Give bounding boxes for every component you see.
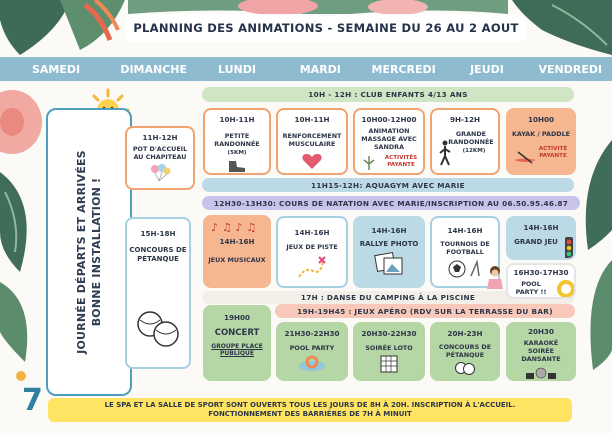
musical-games-card [203,215,271,288]
aquagym-bar: 11H15-12H: AQUAGYM AVEC MARIE [202,178,574,192]
card-time: 10H00-12H00 [361,115,417,124]
pool-party-friday-card [506,263,576,299]
card-label: RENFORCEMENT MUSCULAIRE [282,132,342,148]
day-label: SAMEDI [31,62,81,76]
card-time: 14H-16H [294,228,330,237]
card-label: JEUX DE PISTE [286,243,338,251]
speakers-disco-ball-icon [524,365,558,381]
card-time: 14H-16H [447,226,483,235]
card-time: 10H00 [527,115,555,124]
day-label: DIMANCHE [120,62,187,76]
card-label: CONCOURS DE PÉTANQUE [129,246,187,263]
pool-party-tuesday-card [276,322,348,381]
music-notes-icon [209,219,269,235]
card-time: 10H-11H [294,115,330,124]
arrival-departure-text [74,117,104,387]
concert-card [203,305,271,381]
card-time: 20H30 [527,327,555,336]
swimming-lessons-bar: 12H30-13H30: COURS DE NATATION AVEC MARIE/INSCRIPTION AU 06.50.95.46.87 [202,196,580,210]
card-time: 14H-16H [371,226,407,235]
day-label: MERCREDI [371,62,436,76]
camping-dance-bar: 17H : DANSE DU CAMPING À LA PISCINE [202,291,574,304]
leaf-decoration-top-left [0,0,130,60]
petanque-contest-saturday-card [125,217,191,369]
heart-dumbbell-icon [301,152,323,170]
big-game-card [506,216,576,260]
card-time: 10H-11H [219,115,255,124]
footer-line2: FONCTIONNEMENT DES BARRIÈRES DE 7H À MINUIT [208,410,412,418]
balloons-icon [148,163,172,181]
svg-text:♪ ♫ ♪ ♫: ♪ ♫ ♪ ♫ [211,221,257,234]
arrival-departure-line2: BONNE INSTALLATION ! [90,177,103,327]
day-label: JEUDI [470,62,504,76]
card-time: 15H-18H [140,229,176,238]
card-subtitle: GROUPE PLACE PUBLIQUE [211,343,263,357]
card-label: TOURNOIS DE FOOTBALL [440,240,490,256]
hiking-boot-icon [226,159,248,173]
leaf-decoration-right [578,140,612,380]
football-icon [447,258,483,278]
card-label: JEUX MUSICAUX [208,256,266,264]
card-label: POOL PARTY !! [515,280,547,296]
petanque-contest-thursday-card [430,322,500,381]
swim-ring-icon [297,354,327,372]
card-time: 20H-23H [447,329,483,338]
kids-club-bar: 10H - 12H : CLUB ENFANTS 4/13 ANS [202,87,574,102]
petanque-balls-icon [454,361,476,375]
weekday-header-bar [0,57,612,81]
card-label: ANIMATION MASSAGE AVEC SANDRA [361,127,417,151]
treasure-hunt-card [276,216,348,288]
card-time: 16H30-17H30 [513,268,569,277]
child-illustration-icon [485,265,505,295]
day-label: LUNDI [218,62,256,76]
card-time: 9H-12H [449,115,481,124]
card-label: CONCERT [214,328,260,338]
hiker-icon [438,140,452,166]
footer-line1: LE SPA ET LA SALLE DE SPORT SONT OUVERTS TOUS LES JOURS DE 8H À 20H. INSCRIPTION À L'ACCUEIL. [104,401,516,409]
massage-workshop-card [353,108,425,175]
card-label: KARAOKÉ SOIRÉE DANSANTE [521,339,561,363]
photo-rally-card [353,216,425,288]
bingo-night-card [353,322,425,381]
leaf-decoration-left [0,82,46,382]
welcome-drink-card [125,126,195,190]
card-label: KAYAK / PADDLE [511,130,571,138]
card-subtitle: (12KM) [462,148,486,154]
trail-map-icon [295,253,329,281]
card-label: SOIRÉE LOTO [365,344,413,352]
massage-icon [361,154,377,172]
arrival-departure-line1: JOURNÉE DÉPARTS ET ARRIVÉES [75,150,88,354]
card-label: CONCOURS DE PÉTANQUE [438,343,492,359]
paid-activity-note: ACTIVITÉ PAYANTE [538,146,568,159]
paid-activity-note: ACTIVITÉS PAYANTE [384,155,418,168]
card-label: RALLYE PHOTO [359,240,419,248]
card-label: GRANDE RANDONNÉE [448,130,494,146]
swim-ring-icon [556,279,576,299]
campsite-logo-mark [12,362,42,418]
spa-gym-info-banner [48,398,572,422]
card-label: POT D'ACCUEIL AU CHAPITEAU [132,145,188,161]
aperitif-games-bar: 19H-19H45 : JEUX APÉRO (RDV SUR LA TERRASSE DU BAR) [275,304,575,318]
card-time: 21H30-22H30 [284,329,340,338]
svg-text:7: 7 [22,383,42,418]
card-time: 20H30-22H30 [361,329,417,338]
small-hike-card [203,108,271,175]
kayak-paddle-card [506,108,576,175]
traffic-light-icon [564,236,574,260]
photos-icon [372,250,406,278]
muscle-training-card [276,108,348,175]
card-time: 11H-12H [142,133,178,142]
card-time: 14H-16H [523,223,559,232]
campsite-logo [12,362,42,418]
card-time: 19H00 [223,313,251,322]
day-label: MARDI [299,62,341,76]
day-label: VENDREDI [538,62,603,76]
big-hike-card [430,108,500,175]
card-time: 14H-16H [219,237,255,246]
card-label: GRAND JEU [514,238,558,246]
petanque-balls-icon [136,308,180,348]
karaoke-dance-night-card [506,322,576,381]
leaf-decoration-top-right [512,0,612,58]
arrival-departure-panel [46,108,132,396]
page-title: PLANNING DES ANIMATIONS - SEMAINE DU 26 AU 2 AOUT [125,14,527,42]
card-label: PETITE RANDONNÉE [214,132,260,148]
card-subtitle: (5KM) [227,150,247,156]
card-label: POOL PARTY [289,344,335,352]
kayak-icon [512,150,538,164]
bingo-card-icon [379,354,399,374]
